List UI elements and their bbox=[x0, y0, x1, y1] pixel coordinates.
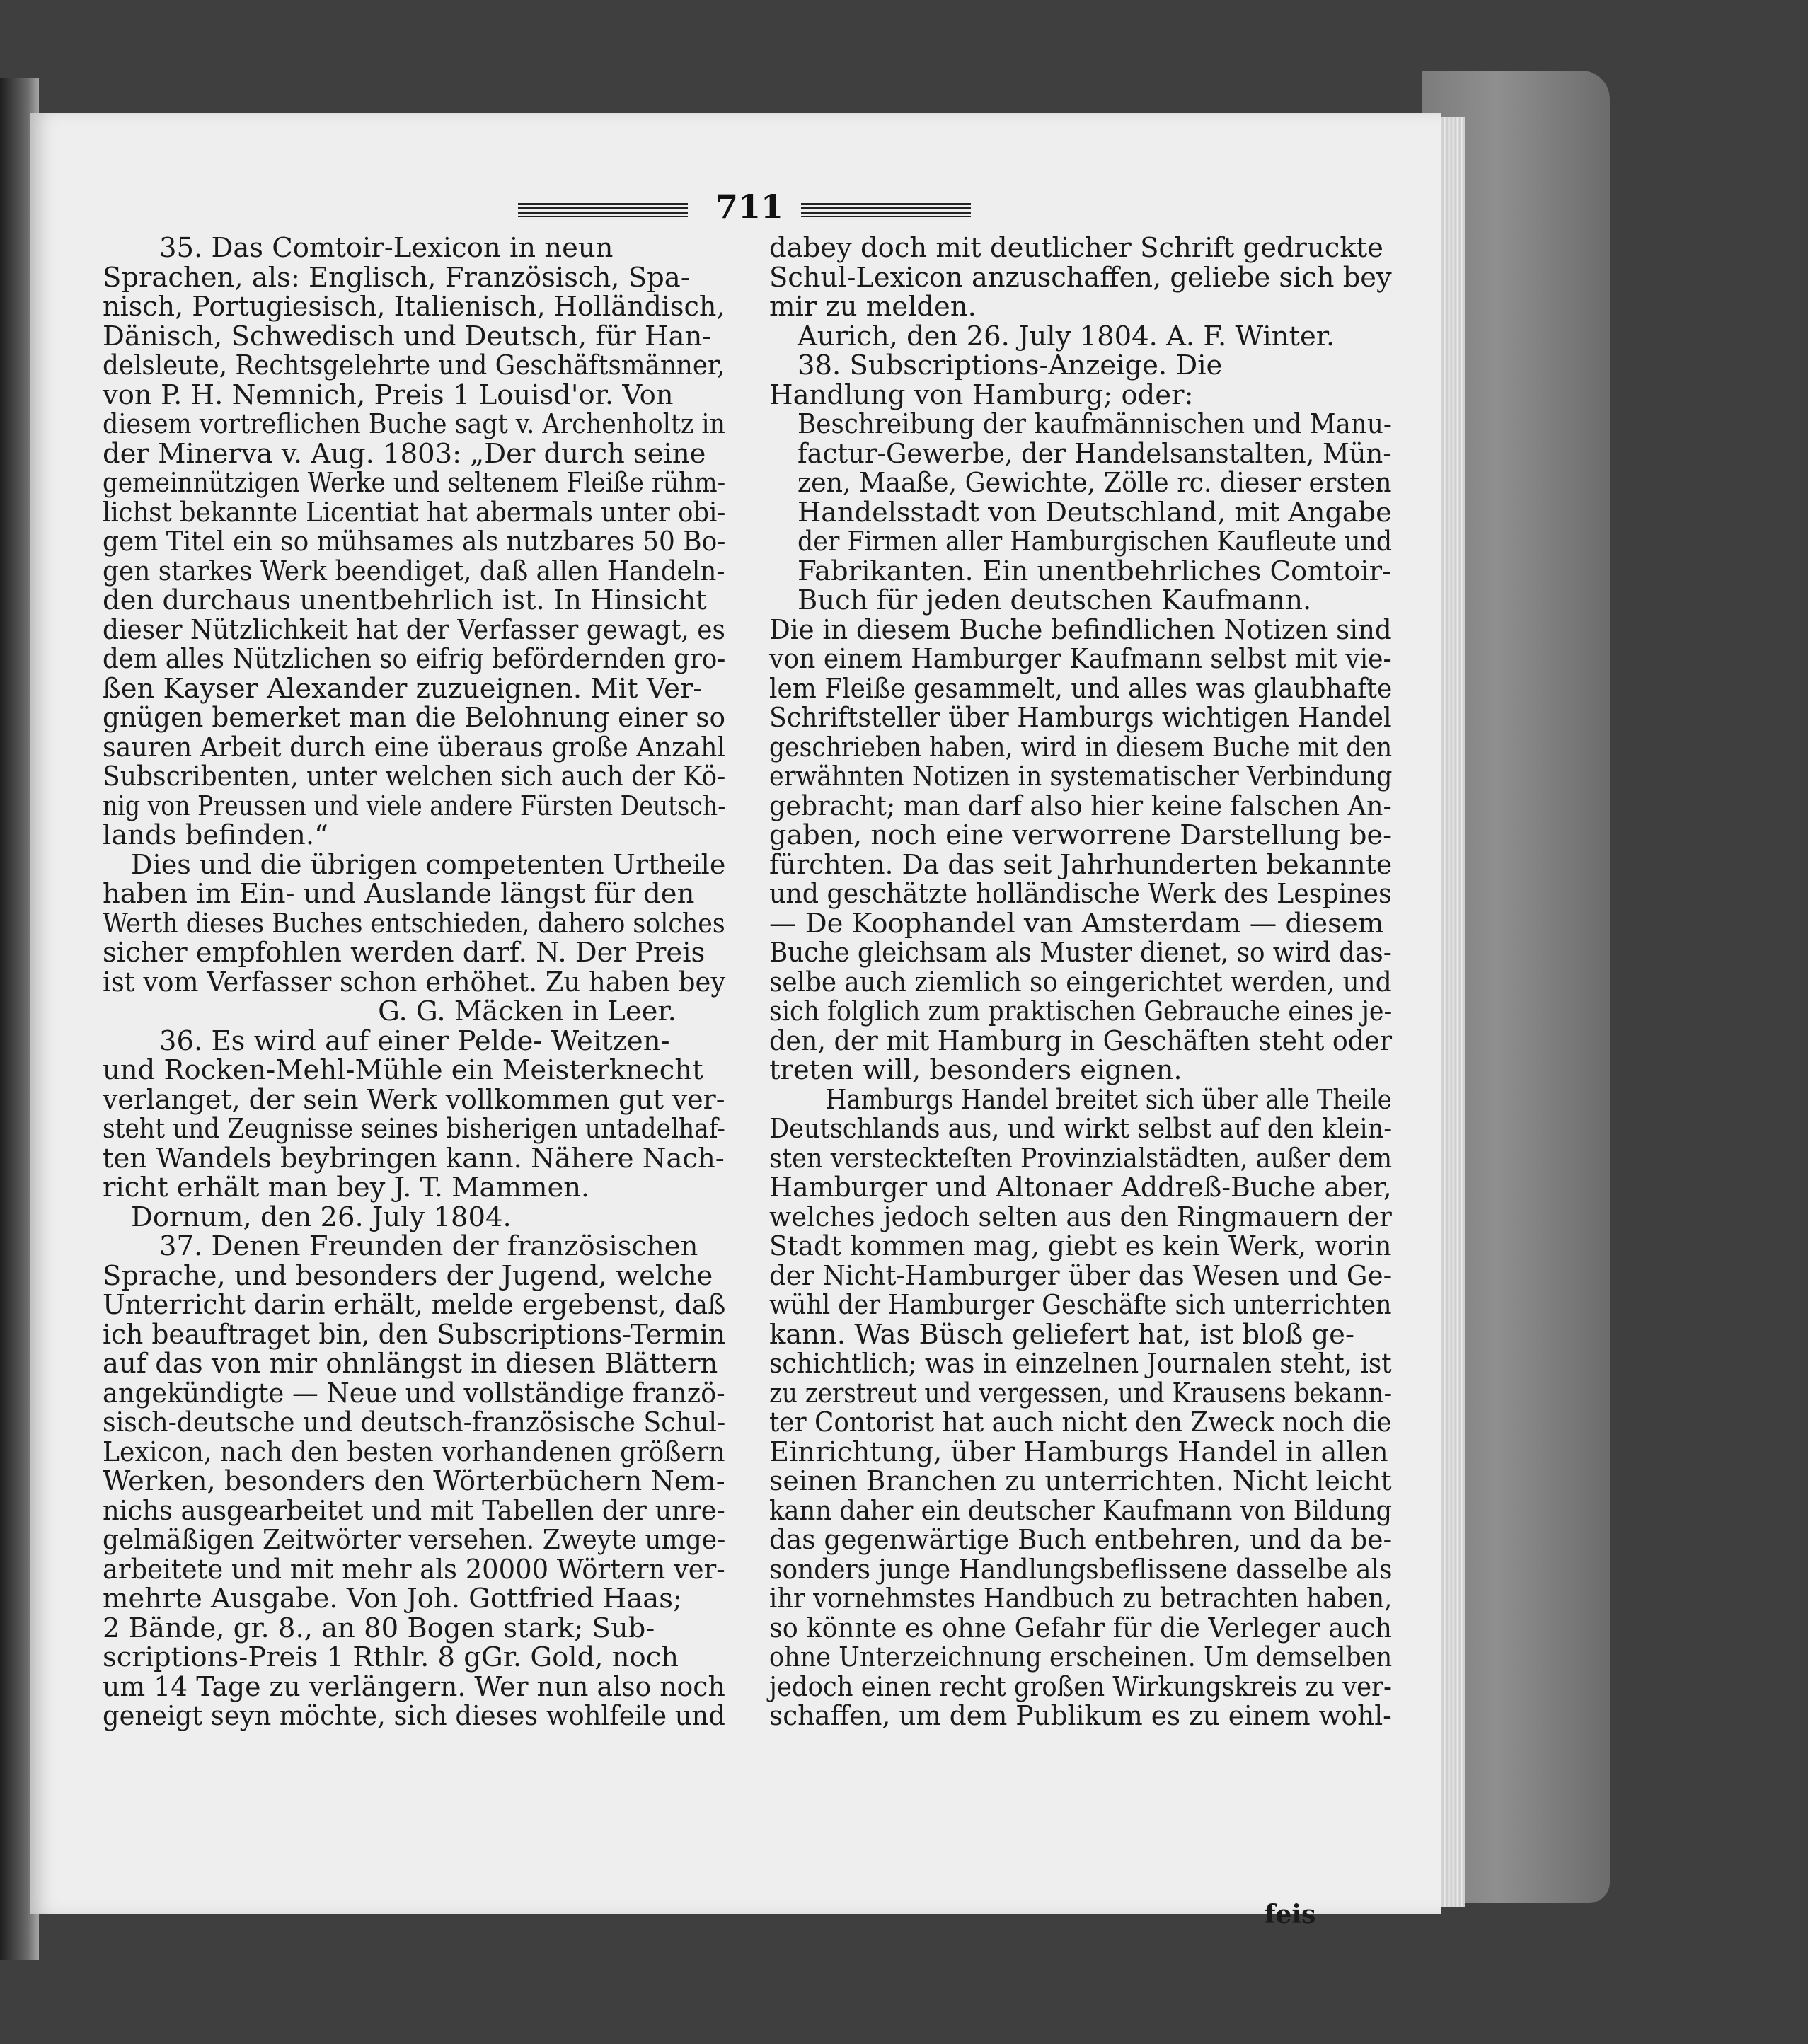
text-line: selbe auch ziemlich so eingerichtet werden, und bbox=[769, 966, 1392, 998]
text-line: Stadt kommen mag, giebt es kein Werk, worin bbox=[769, 1230, 1392, 1262]
text-line: 35. Das Comtoir-Lexicon in neun bbox=[159, 232, 614, 264]
text-line: Handelsstadt von Deutschland, mit Angabe bbox=[798, 496, 1392, 529]
text-line: Lexicon, nach den besten vorhandenen größern bbox=[103, 1436, 725, 1468]
text-line: richt erhält man bey J. T. Mammen. bbox=[103, 1172, 590, 1203]
text-line: arbeitete und mit mehr als 20000 Wörtern ver- bbox=[103, 1553, 725, 1586]
text-line: wühl der Hamburger Geschäfte sich unterrichten bbox=[769, 1289, 1392, 1321]
text-line: ich beauftraget bin, den Subscriptions-Termin bbox=[103, 1318, 726, 1351]
text-line: 36. Es wird auf einer Pelde- Weitzen- bbox=[159, 1024, 670, 1057]
text-line: und Rocken-Mehl-Mühle ein Meisterknecht bbox=[103, 1054, 703, 1086]
right-column bbox=[769, 233, 1392, 1731]
text-line: auf das von mir ohnlängst in diesen Blättern bbox=[103, 1348, 718, 1380]
text-line: zen, Maaße, Gewichte, Zölle rc. dieser ersten bbox=[798, 467, 1392, 499]
text-line: delsleute, Rechtsgelehrte und Geschäftsmänner, bbox=[103, 350, 725, 381]
text-line: welches jedoch selten aus den Ringmauern der bbox=[769, 1201, 1392, 1233]
text-line: geschrieben haben, wird in diesem Buche mit den bbox=[769, 731, 1393, 763]
text-line: sten versteckteſten Provinzialstädten, außer dem bbox=[769, 1142, 1393, 1174]
text-line: der Minerva v. Aug. 1803: „Der durch seine bbox=[103, 437, 706, 470]
text-line: Werth dieses Buches entschieden, dahero solches bbox=[103, 907, 725, 940]
text-line: G. G. Mäcken in Leer. bbox=[378, 995, 676, 1027]
text-line: mehrte Ausgabe. Von Joh. Gottfried Haas; bbox=[103, 1583, 682, 1615]
text-line: von einem Hamburger Kaufmann selbst mit vie- bbox=[769, 643, 1392, 675]
text-line: der Firmen aller Hamburgischen Kaufleute und bbox=[798, 526, 1393, 558]
text-line: nig von Preussen und viele andere Fürsten Deutsch- bbox=[103, 790, 726, 822]
text-line: Dänisch, Schwedisch und Deutsch, für Han- bbox=[103, 320, 712, 352]
text-line: 37. Denen Freunden der französischen bbox=[159, 1230, 698, 1262]
header-rule-right bbox=[801, 203, 971, 217]
page-header bbox=[30, 187, 1441, 230]
text-line: erwähnten Notizen in systematischer Verbindung bbox=[769, 761, 1393, 792]
book-page bbox=[30, 113, 1441, 1929]
text-line: kann daher ein deutscher Kaufmann von Bildung bbox=[769, 1494, 1393, 1527]
text-line: dem alles Nützlichen so eifrig befördernden gro- bbox=[103, 643, 726, 675]
text-line: nisch, Portugiesisch, Italienisch, Holländisch, bbox=[103, 291, 725, 323]
text-line: — De Koophandel van Amsterdam — diesem bbox=[769, 907, 1384, 940]
text-line: der Nicht-Hamburger über das Wesen und Ge- bbox=[769, 1259, 1393, 1292]
text-line: verlanget, der sein Werk vollkommen gut ver- bbox=[103, 1083, 725, 1116]
text-line: ter Contorist hat auch nicht den Zweck noch die bbox=[769, 1407, 1392, 1438]
text-line: gelmäßigen Zeitwörter versehen. Zweyte umge- bbox=[103, 1524, 726, 1556]
text-line: angekündigte — Neue und vollständige franzö- bbox=[103, 1377, 725, 1409]
text-line: das gegenwärtige Buch entbehren, und da be- bbox=[769, 1524, 1393, 1556]
text-line: Die in diesem Buche befindlichen Notizen sind bbox=[769, 613, 1392, 646]
text-line: scriptions-Preis 1 Rthlr. 8 gGr. Gold, noch bbox=[103, 1641, 679, 1673]
text-line: Werken, besonders den Wörterbüchern Nem- bbox=[103, 1465, 725, 1497]
text-line: gemeinnützigen Werke und seltenem Fleiße rühm- bbox=[103, 467, 726, 499]
text-line: sonders junge Handlungsbeflissene dasselbe als bbox=[769, 1553, 1393, 1586]
text-line: gebracht; man darf also hier keine falschen An- bbox=[769, 790, 1392, 822]
text-line: den durchaus unentbehrlich ist. In Hinsicht bbox=[103, 584, 707, 616]
text-line: schaffen, um dem Publikum es zu einem wohl- bbox=[769, 1700, 1392, 1732]
text-line: Hamburger und Altonaer Addreß-Buche aber, bbox=[769, 1172, 1392, 1203]
page-number: 711 bbox=[715, 187, 784, 226]
text-line: factur-Gewerbe, der Handelsanstalten, Mün- bbox=[798, 437, 1392, 470]
text-line: 38. Subscriptions-Anzeige. Die bbox=[798, 350, 1223, 381]
text-line: Subscribenten, unter welchen sich auch der Kö- bbox=[103, 761, 726, 792]
text-line: treten will, besonders eignen. bbox=[769, 1054, 1182, 1086]
text-line: 2 Bände, gr. 8., an 80 Bogen stark; Sub- bbox=[103, 1612, 655, 1644]
text-line: dieser Nützlichkeit hat der Verfasser gewagt, es bbox=[103, 613, 725, 646]
text-line: um 14 Tage zu verlängern. Wer nun also noch bbox=[103, 1670, 725, 1703]
text-line: Schul-Lexicon anzuschaffen, geliebe sich bey bbox=[769, 261, 1392, 294]
text-line: den, der mit Hamburg in Geschäften steht oder bbox=[769, 1024, 1393, 1057]
text-line: gen starkes Werk beendiget, daß allen Handeln- bbox=[103, 555, 725, 587]
text-line: lichst bekannte Licentiat hat abermals unter obi- bbox=[103, 496, 726, 529]
text-line: Sprachen, als: Englisch, Französisch, Spa- bbox=[103, 261, 690, 294]
text-line: ihr vornehmstes Handbuch zu betrachten haben, bbox=[769, 1583, 1393, 1615]
text-line: von P. H. Nemnich, Preis 1 Louisd'or. Von bbox=[103, 379, 674, 411]
text-line: haben im Ein- und Auslande längst für den bbox=[103, 878, 695, 910]
text-line: Handlung von Hamburg; oder: bbox=[769, 379, 1194, 411]
text-line: gnügen bemerket man die Belohnung einer so bbox=[103, 702, 726, 734]
text-line: ohne Unterzeichnung erscheinen. Um demselben bbox=[769, 1641, 1393, 1673]
text-line: gaben, noch eine verworrene Darstellung be- bbox=[769, 819, 1393, 851]
text-line: Beschreibung der kaufmännischen und Manu- bbox=[798, 408, 1392, 440]
text-line: Unterricht darin erhält, melde ergebenst, daß bbox=[103, 1289, 726, 1321]
text-line: und geschätzte holländische Werk des Lespines bbox=[769, 878, 1392, 910]
header-rule-left bbox=[518, 203, 688, 217]
text-line: Fabrikanten. Ein unentbehrliches Comtoir- bbox=[798, 555, 1392, 587]
text-line: Schriftsteller über Hamburgs wichtigen Handel bbox=[769, 702, 1392, 734]
text-line: sich folglich zum praktischen Gebrauche eines je- bbox=[769, 995, 1393, 1027]
text-line: ten Wandels beybringen kann. Nähere Nach- bbox=[103, 1142, 725, 1174]
text-line: lands befinden.“ bbox=[103, 819, 328, 851]
text-line: lem Fleiße gesammelt, und alles was glaubhafte bbox=[769, 672, 1393, 705]
text-line: geneigt seyn möchte, sich dieses wohlfeile und bbox=[103, 1700, 725, 1732]
text-line: Aurich, den 26. July 1804. A. F. Winter. bbox=[798, 320, 1335, 352]
text-line: Deutschlands aus, und wirkt selbst auf den klein- bbox=[769, 1113, 1393, 1145]
text-line: Buche gleichsam als Muster dienet, so wird das- bbox=[769, 937, 1392, 969]
text-line: gem Titel ein so mühsames als nutzbares 50 Bo- bbox=[103, 526, 726, 558]
text-line: schichtlich; was in einzelnen Journalen steht, ist bbox=[769, 1348, 1392, 1380]
text-line: Einrichtung, über Hamburgs Handel in allen bbox=[769, 1436, 1388, 1468]
text-line: sisch-deutsche und deutsch-französische Schul- bbox=[103, 1407, 726, 1438]
text-line: seinen Branchen zu unterrichten. Nicht leicht bbox=[769, 1465, 1392, 1497]
text-line: dabey doch mit deutlicher Schrift gedruckte bbox=[769, 232, 1383, 264]
text-line: sauren Arbeit durch eine überaus große Anzahl bbox=[103, 731, 726, 763]
text-line: kann. Was Büsch geliefert hat, ist bloß ge- bbox=[769, 1318, 1354, 1351]
text-line: ßen Kayser Alexander zuzueignen. Mit Ver- bbox=[103, 672, 703, 705]
catchword: feis bbox=[1265, 1900, 1316, 1929]
text-line: zu zerstreut und vergessen, und Krausens bekann- bbox=[769, 1377, 1393, 1409]
left-column bbox=[103, 233, 725, 1731]
text-line: ist vom Verfasser schon erhöhet. Zu haben bey bbox=[103, 966, 726, 998]
text-line: Buch für jeden deutschen Kaufmann. bbox=[798, 584, 1312, 616]
text-line: steht und Zeugnisse seines bisherigen untadelhaf- bbox=[103, 1113, 725, 1145]
text-line: jedoch einen recht großen Wirkungskreis zu ver- bbox=[769, 1670, 1392, 1703]
text-line: Hamburgs Handel breitet sich über alle Theile bbox=[826, 1083, 1392, 1116]
text-line: so könnte es ohne Gefahr für die Verleger auch bbox=[769, 1612, 1392, 1644]
text-line: diesem vortreflichen Buche sagt v. Archenholtz in bbox=[103, 408, 725, 440]
text-line: Dornum, den 26. July 1804. bbox=[131, 1201, 512, 1233]
text-line: nichs ausgearbeitet und mit Tabellen der unre- bbox=[103, 1494, 725, 1527]
text-line: Dies und die übrigen competenten Urtheile bbox=[131, 848, 726, 881]
text-line: sicher empfohlen werden darf. N. Der Preis bbox=[103, 937, 706, 969]
text-line: Sprache, und besonders der Jugend, welche bbox=[103, 1259, 713, 1292]
text-line: fürchten. Da das seit Jahrhunderten bekannte bbox=[769, 848, 1393, 881]
text-line: mir zu melden. bbox=[769, 291, 977, 323]
